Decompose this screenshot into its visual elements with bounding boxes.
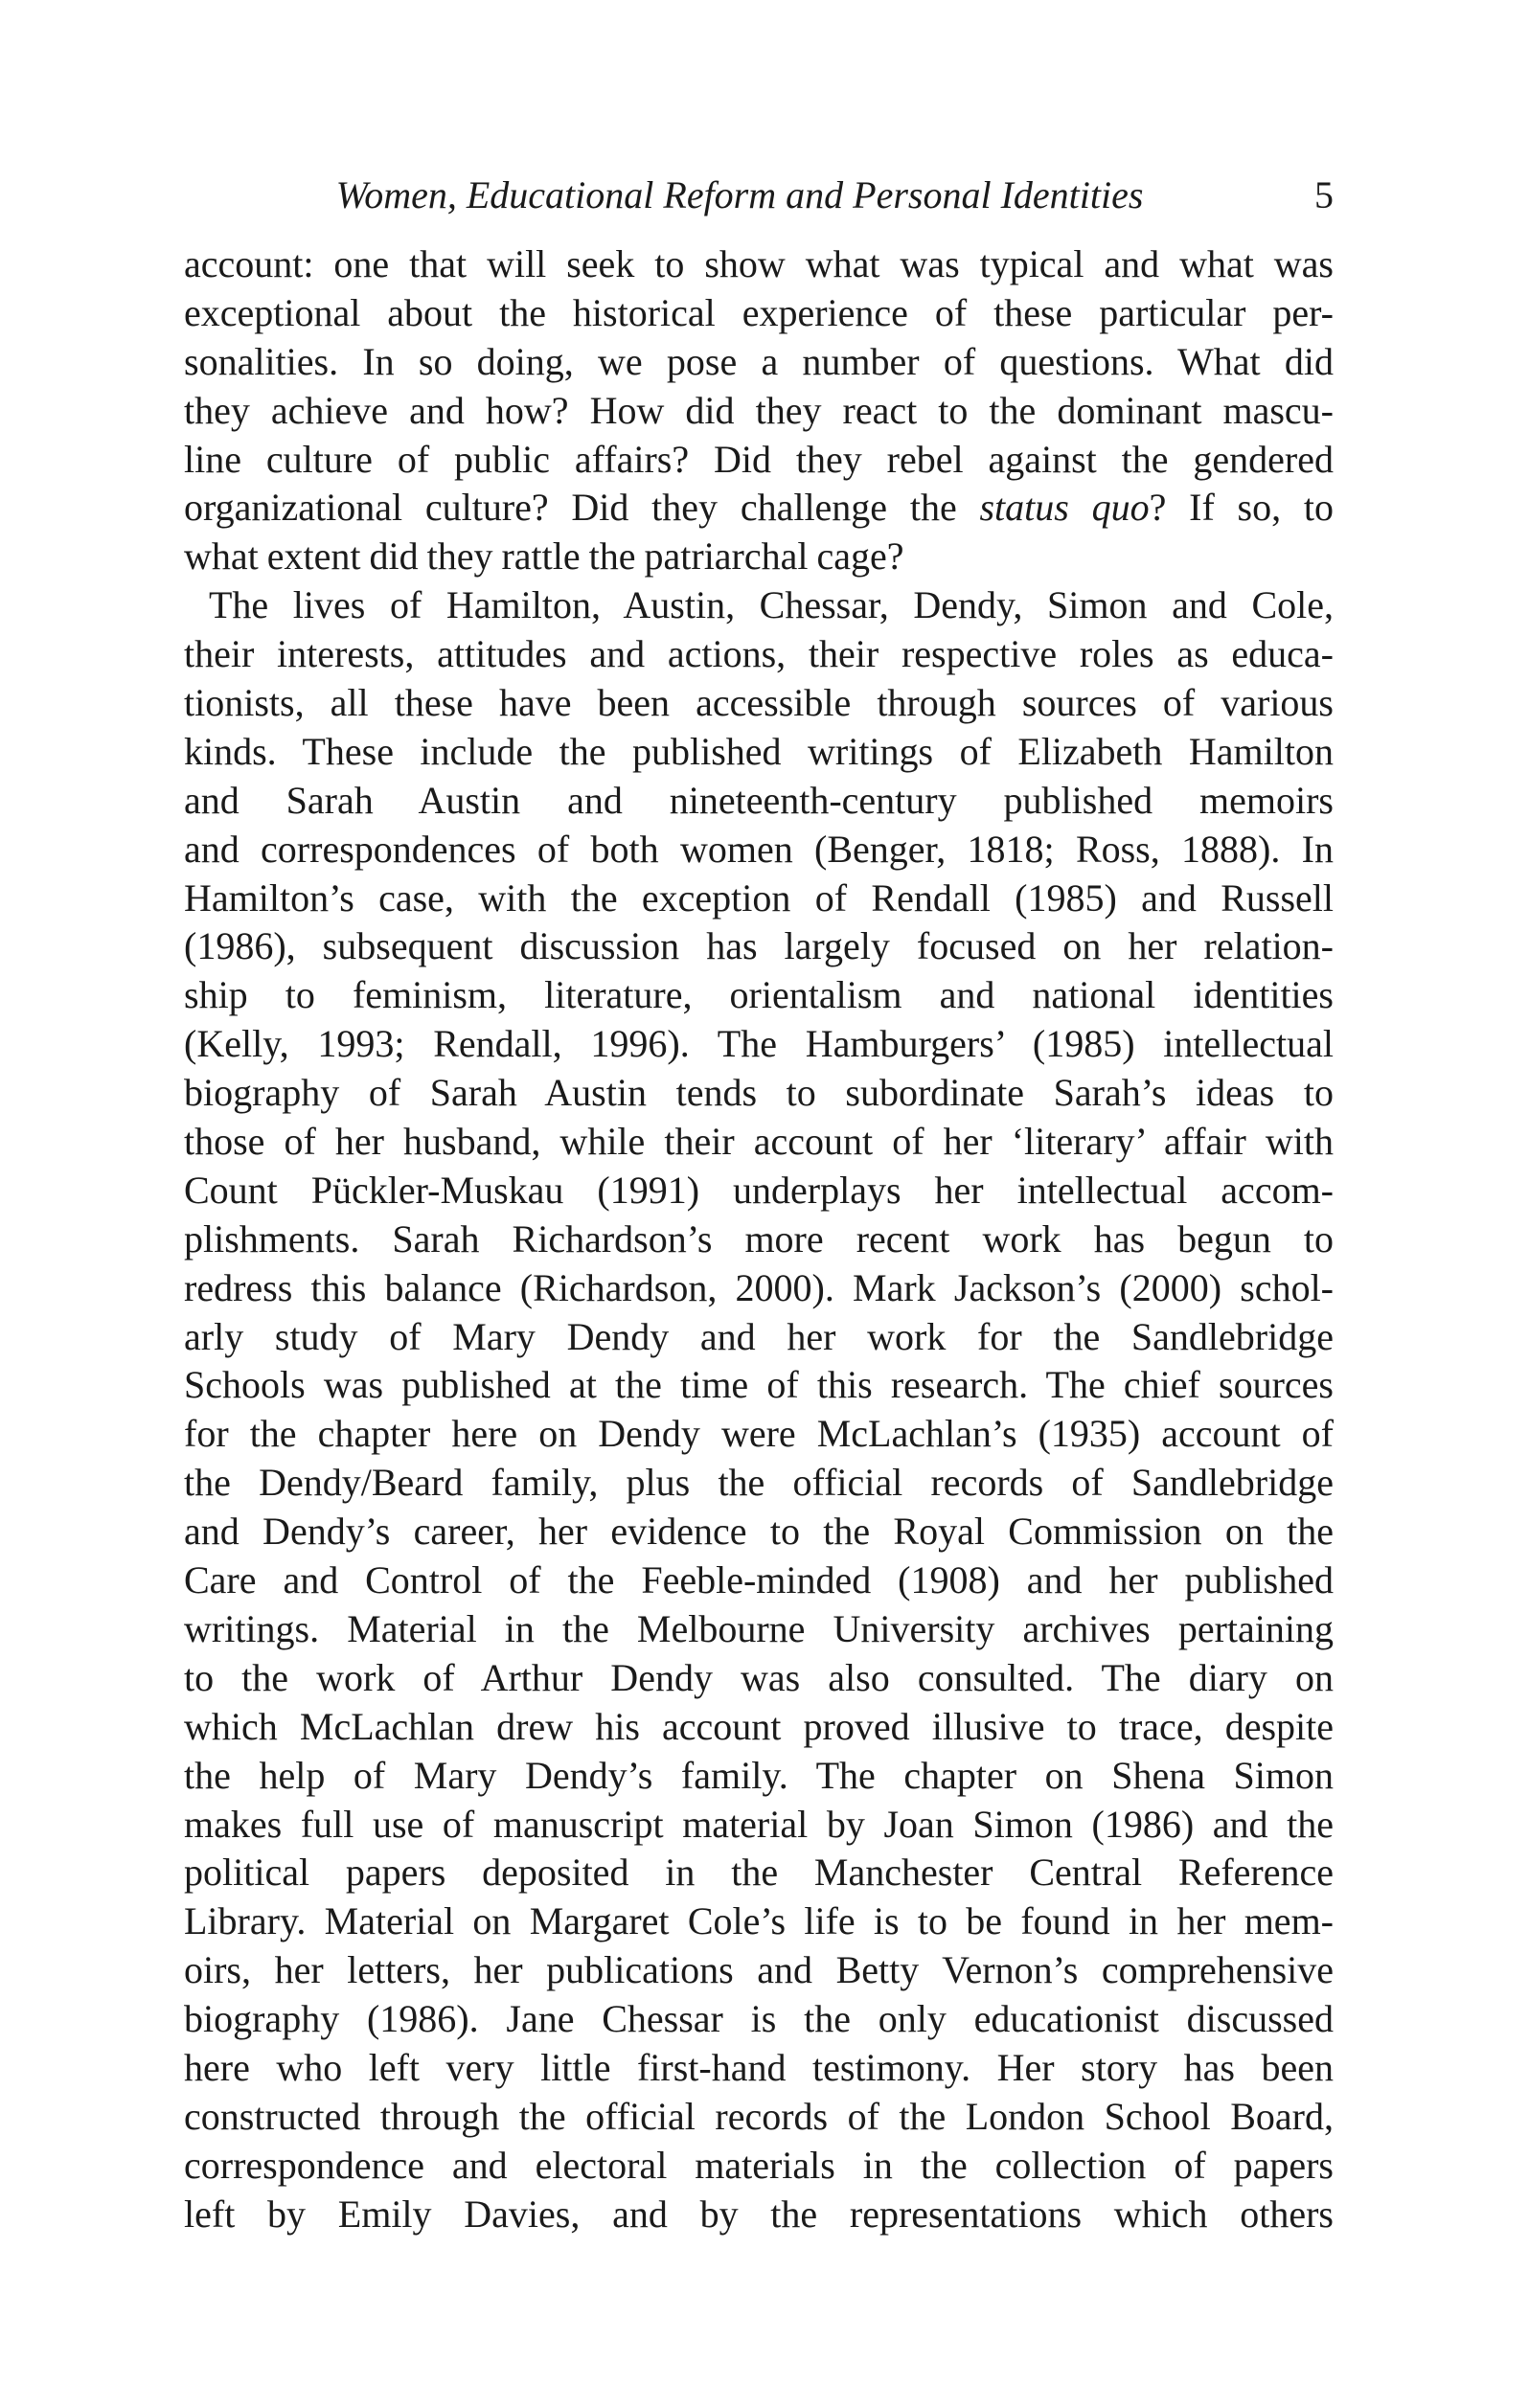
line-text: writings. Material in the Melbourne University archives pertaining: [184, 1606, 1334, 1650]
line-text: line culture of public affairs? Did they rebel against the gendered: [184, 437, 1334, 481]
text-line: [184, 1703, 1334, 1752]
text-line: [184, 1459, 1334, 1508]
text-line: [184, 581, 1334, 630]
text-line: [184, 1167, 1334, 1215]
text-line: [184, 1605, 1334, 1654]
text-line: [184, 1801, 1334, 1850]
line-text: they achieve and how? How did they react to the dominant mascu-: [184, 388, 1334, 432]
text-line: [184, 875, 1334, 923]
line-text: plishments. Sarah Richardson’s more recent work has begun to: [184, 1216, 1334, 1261]
text-line: [184, 1654, 1334, 1703]
text-line: [184, 2044, 1334, 2093]
text-line: [184, 1946, 1334, 1995]
text-line: [184, 1069, 1334, 1118]
text-line: [184, 1361, 1334, 1410]
line-text: Count Pückler-Muskau (1991) underplays her intellectual accom-: [184, 1168, 1334, 1212]
line-text: and correspondences of both women (Benger, 1818; Ross, 1888). In: [184, 827, 1334, 871]
line-text: makes full use of manuscript material by Joan Simon (1986) and the: [184, 1802, 1334, 1846]
line-text: the help of Mary Dendy’s family. The chapter on Shena Simon: [184, 1753, 1334, 1797]
line-text: (Kelly, 1993; Rendall, 1996). The Hamburgers’ (1985) intellectual: [184, 1022, 1334, 1066]
line-text: biography of Sarah Austin tends to subordinate Sarah’s ideas to: [184, 1071, 1334, 1115]
line-text: Schools was published at the time of this research. The chief sources: [184, 1363, 1334, 1407]
line-text: their interests, attitudes and actions, their respective roles as educa-: [184, 632, 1334, 676]
text-line: [184, 1410, 1334, 1459]
italic-text: status quo: [979, 486, 1150, 530]
text-line: [184, 2093, 1334, 2142]
line-text: constructed through the official records of the London School Board,: [184, 2094, 1334, 2138]
running-title: Women, Educational Reform and Personal Identities: [335, 173, 1144, 216]
line-text: left by Emily Davies, and by the representations which others: [184, 2192, 1334, 2236]
line-text: sonalities. In so doing, we pose a number of questions. What did: [184, 339, 1334, 383]
line-text: The lives of Hamilton, Austin, Chessar, Dendy, Simon and Cole,: [209, 583, 1334, 627]
line-text: redress this balance (Richardson, 2000). Mark Jackson’s (2000) schol-: [184, 1265, 1334, 1309]
text-line: [184, 289, 1334, 338]
text-line: [184, 679, 1334, 728]
text-line: [184, 1752, 1334, 1801]
text-line: [184, 630, 1334, 679]
line-text: kinds. These include the published writings of Elizabeth Hamilton: [184, 729, 1334, 773]
page-number: 5: [1314, 173, 1334, 216]
text-line: [184, 971, 1334, 1020]
text-line: [184, 1215, 1334, 1264]
line-text: account: one that will seek to show what was typical and what was: [184, 242, 1334, 285]
text-line: [184, 2191, 1334, 2239]
line-text: those of her husband, while their account of her ‘literary’ affair with: [184, 1120, 1334, 1164]
text-line: [184, 1508, 1334, 1556]
text-line: [184, 1020, 1334, 1069]
line-text: organizational culture? Did they challenge the: [184, 486, 980, 530]
text-line: [184, 1313, 1334, 1362]
line-text: ship to feminism, literature, orientalism and national identities: [184, 973, 1334, 1017]
line-text: the Dendy/Beard family, plus the official records of Sandlebridge: [184, 1461, 1334, 1505]
text-line: [184, 777, 1334, 826]
text-line: [184, 1849, 1334, 1897]
line-text: correspondence and electoral materials in the collection of papers: [184, 2143, 1334, 2187]
text-line: [184, 436, 1334, 485]
text-line: [184, 1556, 1334, 1605]
line-text: and Sarah Austin and nineteenth-century published memoirs: [184, 778, 1334, 822]
line-text: Hamilton’s case, with the exception of Rendall (1985) and Russell: [184, 875, 1334, 920]
line-text: exceptional about the historical experience of these particular per-: [184, 290, 1334, 334]
line-text: to the work of Arthur Dendy was also consulted. The diary on: [184, 1655, 1334, 1699]
text-line: [184, 338, 1334, 387]
line-text: oirs, her letters, her publications and Betty Vernon’s comprehensive: [184, 1948, 1334, 1992]
text-line: [184, 1995, 1334, 2044]
text-line: [184, 728, 1334, 777]
line-text: tionists, all these have been accessible through sources of various: [184, 681, 1334, 725]
line-text: (1986), subsequent discussion has largely focused on her relation-: [184, 924, 1334, 968]
text-line: [184, 1264, 1334, 1313]
line-text: arly study of Mary Dendy and her work for the Sandlebridge: [184, 1314, 1334, 1358]
text-line: [184, 922, 1334, 971]
line-text: biography (1986). Jane Chessar is the only educationist discussed: [184, 1997, 1334, 2041]
line-text: for the chapter here on Dendy were McLachlan’s (1935) account of: [184, 1412, 1334, 1456]
text-line: [184, 387, 1334, 436]
line-text: Library. Material on Margaret Cole’s life is to be found in her mem-: [184, 1899, 1334, 1943]
line-text: and Dendy’s career, her evidence to the Royal Commission on the: [184, 1510, 1334, 1554]
text-line: [184, 2142, 1334, 2191]
text-line: [184, 1897, 1334, 1946]
line-text: what extent did they rattle the patriarchal cage?: [184, 534, 904, 579]
line-text: which McLachlan drew his account proved illusive to trace, despite: [184, 1704, 1334, 1748]
text-line: [184, 1118, 1334, 1167]
running-head: [184, 170, 1334, 220]
text-line: [184, 826, 1334, 875]
line-text: ? If so, to: [1149, 486, 1335, 530]
line-text: here who left very little first-hand testimony. Her story has been: [184, 2045, 1334, 2089]
text-line: [184, 533, 1334, 581]
text-line: [184, 240, 1334, 289]
line-text: Care and Control of the Feeble-minded (1908) and her published: [184, 1558, 1334, 1602]
line-text: political papers deposited in the Manchester Central Reference: [184, 1851, 1334, 1895]
body-text: [184, 240, 1334, 2239]
text-line: [184, 484, 1334, 533]
